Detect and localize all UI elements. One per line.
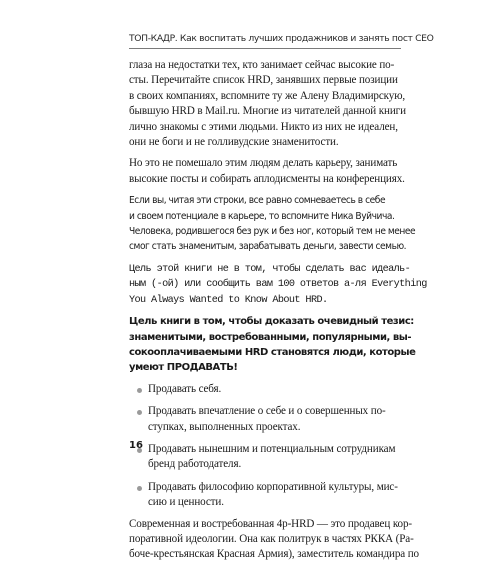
- bullet-list: [129, 382, 401, 511]
- running-header: ТОП-КАДР. Как воспитать лучших продажников и занять пост CEO: [129, 33, 434, 44]
- text-line: Современная и востребованная 4р-HRD — это продавец кор-: [129, 517, 412, 530]
- text-line: You Always Wanted to Know About HRD.: [129, 294, 328, 306]
- text-line: Продавать философию корпоративной культуры, мис-: [148, 480, 398, 493]
- text-line: Цель этой книги не в том, чтобы сделать вас идеаль-: [129, 263, 411, 275]
- text-line: глаза на недостатки тех, кто занимает сейчас высокие по-: [129, 59, 395, 71]
- body-text: [129, 58, 427, 563]
- paragraph-thesis: [129, 314, 416, 376]
- list-item: [129, 442, 401, 473]
- text-line: Продавать нынешним и потенциальным сотрудникам: [148, 442, 396, 455]
- bullet-icon: [137, 410, 142, 415]
- text-line: высокие посты и собирать аплодисменты на конференциях.: [129, 172, 405, 185]
- text-line: смог стать знаменитым, зарабатывать деньги, завести семью.: [129, 241, 407, 253]
- page-number: 16: [129, 440, 143, 451]
- text-line: сты. Перечитайте список HRD, занявших первые позиции: [129, 74, 398, 87]
- paragraph-2: [129, 156, 405, 187]
- text-line: сию и ценности.: [148, 496, 224, 509]
- text-line: боче-крестьянская Красная Армия), заместитель командира по: [129, 548, 419, 561]
- text-line: ным (-ой) или сообщить вам 100 ответов а-ля Everything: [129, 279, 427, 291]
- paragraph-1: [129, 58, 406, 150]
- text-line: бывшую HRD в Mail.ru. Многие из читателей данной книги: [129, 105, 406, 118]
- text-line: и своем потенциале в карьере, то вспомните Ника Вуйчича.: [129, 210, 395, 222]
- text-line: умеют ПРОДАВАТЬ!: [129, 362, 238, 374]
- text-line: Продавать себя.: [148, 382, 222, 395]
- paragraph-3: [129, 193, 416, 255]
- text-line: в своих компаниях, вспомните ту же Алену Владимирскую,: [129, 89, 406, 102]
- bullet-icon: [137, 388, 142, 393]
- text-line: поративной идеологии. Она как политрук в частях РККА (Ра-: [129, 532, 414, 545]
- list-item: [129, 404, 401, 435]
- text-line: Но это не помешало этим людям делать карьеру, занимать: [129, 157, 398, 170]
- paragraph-4: [129, 262, 427, 308]
- paragraph-6: [129, 517, 419, 563]
- text-line: ступках, выполненных проектах.: [148, 420, 301, 433]
- list-item: [129, 382, 401, 397]
- list-item: [129, 480, 401, 511]
- header-rule: [129, 48, 401, 49]
- text-line: Если вы, читая эти строки, все равно сомневаетесь в себе: [129, 195, 386, 207]
- text-line: Продавать впечатление о себе и о совершенных по-: [148, 405, 386, 418]
- text-line: сокооплачиваемыми HRD становятся люди, которые: [129, 346, 416, 358]
- text-line: они не боги и не голливудские знаменитости.: [129, 136, 339, 149]
- text-line: знаменитыми, востребованными, популярными, вы-: [129, 331, 412, 343]
- bullet-icon: [137, 486, 142, 491]
- text-line: бренд работодателя.: [148, 458, 242, 471]
- text-line: Человека, родившегося без рук и без ног, который тем не менее: [129, 226, 416, 238]
- text-line: Цель книги в том, чтобы доказать очевидный тезис:: [129, 316, 414, 328]
- text-line: лично знакомы с этими людьми. Никто из них не идеален,: [129, 120, 398, 133]
